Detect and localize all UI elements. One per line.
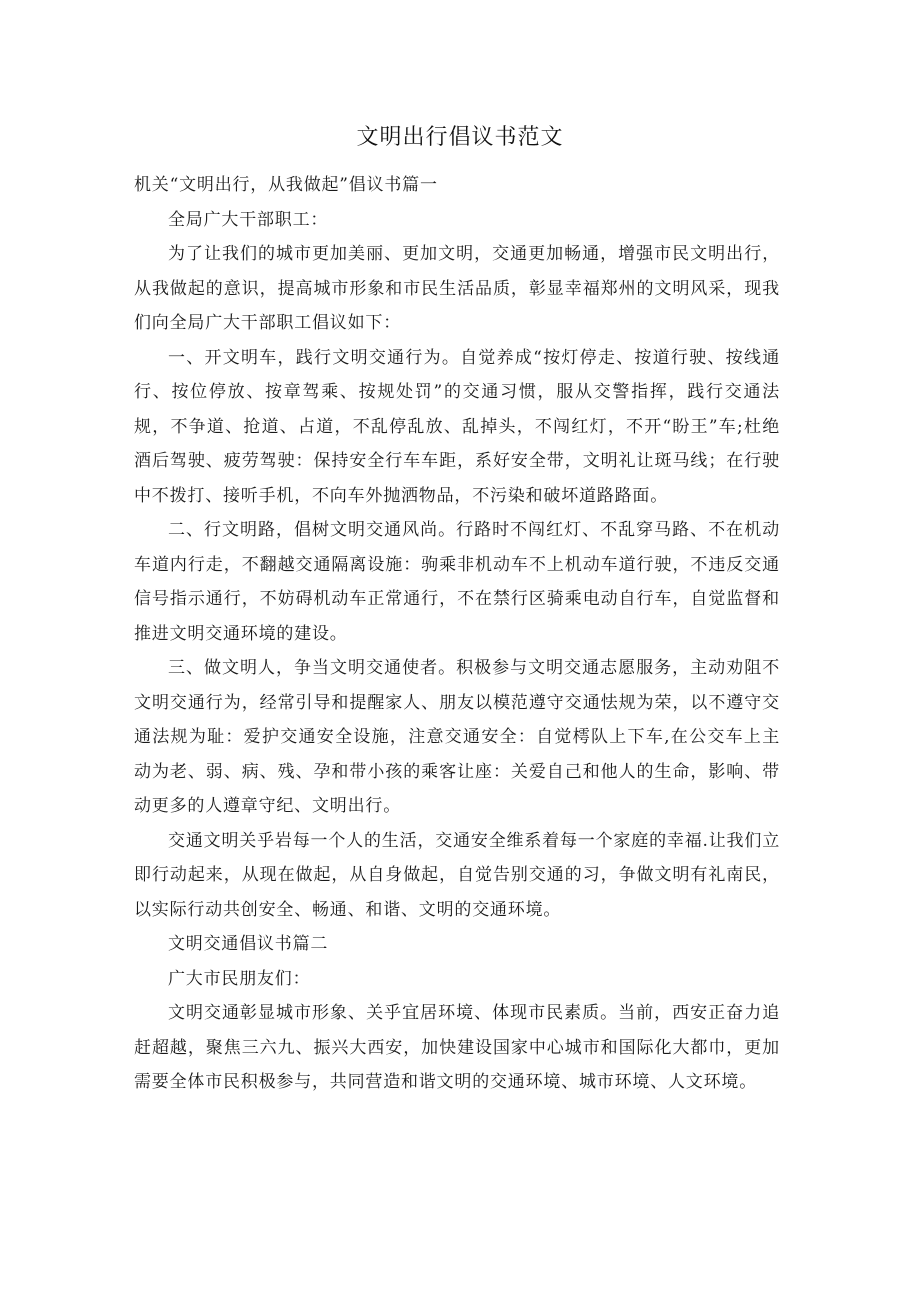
paragraph-heading-2: 文明交通倡议书篇二 [168, 934, 329, 954]
paragraph-intro: 为了让我们的城市更加美丽、更加文明，交通更加畅通，增强市民文明出行，从我做起的意识，提高城市形象和市民生活品质，彰显幸福郑州的文明风采，现我们向全局广大干部职工倡议如下： [134, 244, 780, 333]
document-title: 文明出行倡议书范文 [356, 125, 564, 150]
paragraph-item-3: 三、做文明人，争当文明交通使者。积极参与文明交通志愿服务，主动劝阻不文明交通行为，经常引导和提醒家人、朋友以模范遵守交通怯规为荣，以不遵守交通法规为耻：爱护交通安全设施，注意交通安全：自觉樗队上下车,在公交车上主动为老、弱、病、残、孕和带小孩的乘客让座：关爱自己和他人的生命，影响、带动更多的人遵章守纪、文明出行。 [134, 658, 780, 816]
paragraph-item-2: 二、行文明路，倡树文明交通风尚。行路时不闯红灯、不乱穿马路、不在机动车道内行走，不翻越交通隔离设施：驹乘非机动车不上机动车道行驶，不违反交通信号指示通行，不妨碍机动车正常通行，不在禁行区骑乘电动自行车，自觉监督和推进文明交通环境的建设。 [134, 520, 780, 644]
paragraph-item-1: 一、开文明车，践行文明交通行为。自觉养成“按灯停走、按道行驶、按线通行、按位停放、按章驾乘、按规处罚”的交通习惯，服从交警指挥，践行交通法规，不争道、抢道、占道，不乱停乱放、乱掉头，不闯红灯，不开“盼王”车;杜绝酒后驾驶、疲劳驾驶：保持安全行车车距，系好安全带，文明礼让斑马线；在行驶中不拨打、接听手机，不向车外抛洒物品，不污染和破坏道路路面。 [134, 347, 780, 506]
document-body [134, 168, 780, 1100]
paragraph-body-2: 文明交通彰显城市形象、关乎宜居环境、体现市民素质。当前，西安正奋力追赶超越，聚焦三六九、振兴大西安，加快建设国家中心城市和国际化大都巾，更加需要全体市民积极参与，共同营造和谐文明的交通环境、城市环境、人文环境。 [134, 1003, 780, 1092]
paragraph-salutation-2: 广大市民朋友们： [168, 968, 311, 989]
paragraph-heading-1: 机关“文明出行，从我做起”倡议书篇一 [134, 175, 438, 195]
paragraph-closing: 交通文明关乎岩每一个人的生活，交通安全维系着每一个家庭的幸福.让我们立即行动起来，从现在做起，从自身做起，自觉告别交通的习，争做文明有礼南民，以实际行动共创安全、畅通、和谐、文明的交通环境。 [134, 830, 780, 920]
paragraph-salutation-1: 全局广大干部职工： [168, 209, 329, 230]
